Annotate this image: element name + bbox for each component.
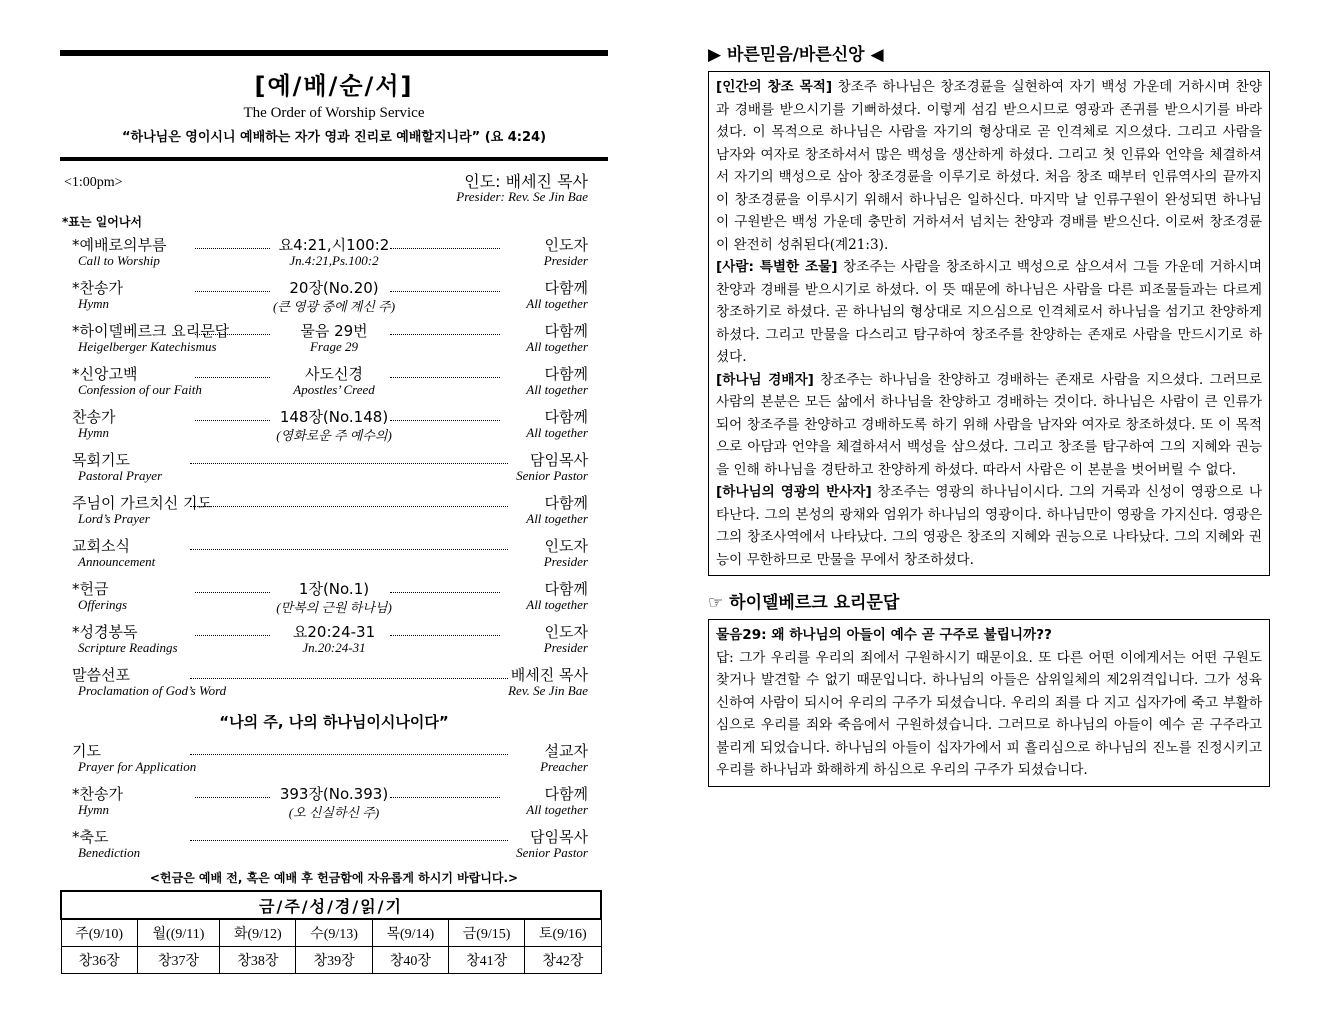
leader-dots <box>195 635 270 636</box>
item-content-en: Jn.4:21,Ps.100:2 <box>289 253 379 268</box>
item-name-ko: *하이델베르크 요리문답 <box>72 322 230 340</box>
reading-day: 수(9/13) <box>296 919 372 947</box>
reading-chapter: 창41장 <box>448 947 524 974</box>
reading-chapter: 창36장 <box>61 947 137 974</box>
catechism-question: 물음29: 왜 하나님의 아들이 예수 곧 구주로 불립니까?? <box>716 627 1052 643</box>
reading-chapters-row <box>61 947 601 974</box>
catechism-box <box>708 619 1270 787</box>
item-role-en: Presider <box>543 554 588 569</box>
item-name-ko: 말씀선포 <box>72 666 130 684</box>
order-item <box>60 535 608 578</box>
stand-note: *표는 일어나서 <box>62 215 143 229</box>
item-role-ko: 다함께 <box>544 279 588 297</box>
item-role-ko: 인도자 <box>544 537 588 555</box>
faith-paragraph-text: 창조주 하나님은 창조경륜을 실현하여 자기 백성 가운데 거하시며 찬양과 경배를 받으시기를 기뻐하셨다. 이렇게 섬김 받으시므로 영광과 존귀를 받으시기를 바라셨다. 이 목적으로 하나님은 사람을 자기의 형상대로 곧 인격체로 지으셨다. 그리고 사람을 남자와 여자로 창조하셔서 많은 백성을 생산하게 하셨다. 그리고 첫 인류와 언약을 체결하셔서 자기의 백성으로 삼아 창조경륜을 이루기로 하셨다. 처음 창조 때부터 인류역사의 끝까지 이 창조경륜을 이루시기 위해서 하나님은 일하신다. 마지막 날 인류구원이 완성되면 하나님이 구원받은 백성 가운데 충만히 거하셔서 넘치는 찬양과 경배를 받으신다. 이로써 창조경륜이 완전히 성취된다(계21:3). <box>716 79 1263 253</box>
leader-dots <box>190 549 508 550</box>
item-role-en: Presider <box>543 640 588 655</box>
item-role-ko: 담임목사 <box>530 828 588 846</box>
reading-day: 월((9/11) <box>137 919 219 947</box>
item-role-en: All together <box>526 296 588 311</box>
item-role-ko: 배세진 목사 <box>510 666 588 684</box>
item-content-ko: 393장(No.393) <box>279 785 389 803</box>
leader-dots <box>390 377 500 378</box>
leader-dots <box>190 506 508 507</box>
item-name-ko: 기도 <box>72 742 101 760</box>
item-content-ko: 요20:24-31 <box>292 623 376 641</box>
item-content-ko: 사도신경 <box>305 365 363 383</box>
reading-day: 토(9/16) <box>525 919 601 947</box>
item-name-en: Heigelberger Katechismus <box>78 339 217 354</box>
presider-ko: 인도: 배세진 목사 <box>464 172 588 191</box>
reading-title: 금/주/성/경/읽/기 <box>61 891 601 919</box>
item-role-en: All together <box>526 597 588 612</box>
leader-dots <box>190 678 508 679</box>
order-item <box>60 621 608 664</box>
leader-dots <box>390 797 500 798</box>
item-role-en: Presider <box>543 253 588 268</box>
reading-chapter: 창42장 <box>525 947 601 974</box>
reading-chapter: 창37장 <box>137 947 219 974</box>
item-name-en: Call to Worship <box>78 253 160 268</box>
order-item <box>60 492 608 535</box>
item-name-ko: *신앙고백 <box>72 365 138 383</box>
presider-en: Presider: Rev. Se Jin Bae <box>456 189 588 204</box>
item-content-ko: 1장(No.1) <box>298 580 370 598</box>
item-role-en: All together <box>526 425 588 440</box>
leader-dots <box>195 334 270 335</box>
faith-paragraph-heading: [사람: 특별한 조물] <box>716 259 838 275</box>
item-content-en: (만복의 근원 하나님) <box>276 600 392 615</box>
leader-dots <box>195 291 270 292</box>
item-name-en: Announcement <box>78 554 156 569</box>
page-subtitle: The Order of Worship Service <box>243 105 425 121</box>
item-name-en: Hymn <box>78 802 110 817</box>
faith-paragraph <box>716 369 1262 482</box>
item-name-en: Hymn <box>78 296 110 311</box>
leader-dots <box>195 248 270 249</box>
item-name-ko: *성경봉독 <box>72 623 138 641</box>
item-name-en: Proclamation of God’s Word <box>78 683 227 698</box>
order-item <box>60 578 608 621</box>
item-content-en: (영화로운 주 예수의) <box>276 428 392 443</box>
leader-dots <box>390 334 500 335</box>
item-role-en: All together <box>526 511 588 526</box>
item-role-ko: 다함께 <box>544 580 588 598</box>
leader-dots <box>195 420 270 421</box>
item-role-en: Senior Pastor <box>516 468 588 483</box>
order-item <box>60 664 608 707</box>
item-name-ko: *헌금 <box>72 580 109 598</box>
item-content-en: Frage 29 <box>309 339 359 354</box>
item-role-ko: 다함께 <box>544 365 588 383</box>
leader-dots <box>190 840 508 841</box>
item-role-en: Rev. Se Jin Bae <box>508 683 588 698</box>
item-content-en: (오 신실하신 주) <box>288 805 380 820</box>
reading-day: 금(9/15) <box>448 919 524 947</box>
reading-day: 화(9/12) <box>220 919 296 947</box>
item-role-en: All together <box>526 339 588 354</box>
leader-dots <box>390 291 500 292</box>
leader-dots <box>390 420 500 421</box>
faith-paragraph-heading: [하나님 경배자] <box>716 371 814 388</box>
item-role-en: All together <box>526 382 588 397</box>
item-role-en: All together <box>526 802 588 817</box>
item-name-en: Benediction <box>78 845 141 860</box>
leader-dots <box>190 754 508 755</box>
faith-paragraph-text: 창조주는 영광의 하나님이시다. 그의 거룩과 신성이 영광으로 나타난다. 그의 본성의 광채와 엄위가 하나님의 영광이다. 하나님만이 영광을 가지신다. 영광은 그의 창조사역에서 나타났다. 그의 영광은 창조의 지혜와 권능으로 나타났다. 그의 지혜와 권능이 무한하므로 만물을 무에서 창조하셨다. <box>716 484 1262 568</box>
item-name-ko: *찬송가 <box>72 279 123 297</box>
leader-dots <box>195 592 270 593</box>
item-name-en: Hymn <box>78 425 110 440</box>
item-name-ko: *찬송가 <box>72 785 123 803</box>
order-item <box>60 320 608 363</box>
item-content-ko: 요4:21,시100:2 <box>278 236 390 254</box>
sermon-title: “나의 주, 나의 하나님이시나이다” <box>219 713 449 731</box>
leader-dots <box>190 463 508 464</box>
catechism-answer: 답: 그가 우리를 우리의 죄에서 구원하시기 때문이요. 또 다른 어떤 이에게서는 어떤 구원도 찾거나 발견할 수 없기 때문입니다. 하나님의 아들은 삼위일체의 제2위격입니다. 그가 성육신하여 사람이 되시어 우리의 구주가 되셨습니다. 우리의 죄를 다 지고 십자가에 죽고 부활하심으로 우리를 죄와 죽음에서 구원하셨습니다. 그러므로 하나님의 아들이 예수 곧 구주라고 불리게 되었습니다. 하나님의 아들이 십자가에서 피 흘리심으로 하나님의 진노를 진정시키고 우리를 하나님과 화해하게 하심으로 우리의 구주가 되셨습니다. <box>716 649 1262 778</box>
item-name-ko: 교회소식 <box>72 537 130 555</box>
item-content-en: Jn.20:24-31 <box>302 640 366 655</box>
order-item <box>60 363 608 406</box>
order-item <box>60 406 608 449</box>
item-role-ko: 다함께 <box>544 494 588 512</box>
leader-dots <box>390 635 500 636</box>
leader-dots <box>195 377 270 378</box>
item-role-en: Senior Pastor <box>516 845 588 860</box>
item-name-en: Confession of our Faith <box>78 382 202 397</box>
item-name-ko: *예배로의부름 <box>72 236 167 254</box>
top-rule <box>60 50 608 56</box>
leader-dots <box>195 797 270 798</box>
item-content-en: Apostles’ Creed <box>293 382 375 397</box>
item-name-en: Scripture Readings <box>78 640 178 655</box>
order-item <box>60 740 608 783</box>
order-item <box>60 234 608 277</box>
faith-paragraph <box>716 256 1262 369</box>
service-info <box>60 169 608 211</box>
reading-days-row <box>61 919 601 947</box>
item-content-ko: 20장(No.20) <box>289 279 379 297</box>
faith-box <box>708 71 1270 576</box>
reading-day: 주(9/10) <box>61 919 137 947</box>
order-item <box>60 783 608 826</box>
scripture-quote: “하나님은 영이시니 예배하는 자가 영과 진리로 예배할지니라” (요 4:24) <box>121 130 547 145</box>
service-time: <1:00pm> <box>64 175 123 190</box>
item-name-en: Pastoral Prayer <box>78 468 163 483</box>
item-name-en: Lord’s Prayer <box>78 511 150 526</box>
item-name-en: Offerings <box>78 597 128 612</box>
catechism-section-title: ☞ 하이델베르크 요리문답 <box>708 593 900 613</box>
right-column <box>708 40 1270 787</box>
item-role-ko: 설교자 <box>544 742 588 760</box>
item-role-ko: 다함께 <box>544 785 588 803</box>
reading-day: 목(9/14) <box>372 919 448 947</box>
weekly-reading-table <box>60 890 602 974</box>
item-role-ko: 인도자 <box>544 236 588 254</box>
faith-paragraph-text: 창조주는 하나님을 찬양하고 경배하는 존재로 사람을 지으셨다. 그러므로 사람의 본분은 모든 삶에서 하나님을 찬양하고 경배하는 것이다. 하나님은 사람이 큰 인류가 되어 창조주를 찬양하고 경배하도록 하기 위해 사람을 남자와 여자로 창조하셨다. 또 이 목적으로 아담과 언약을 체결하셔서 백성을 삼으셨다. 그리고 창조를 탐구하여 그의 지혜와 권능을 인해 하나님을 경탄하고 찬양하게 하셨다. 따라서 사람은 이 본분을 벗어버릴 수 없다. <box>716 371 1262 478</box>
faith-paragraph <box>716 481 1262 571</box>
faith-paragraph-text: 창조주는 사람을 창조하시고 백성으로 삼으셔서 그들 가운데 거하시며 찬양과 경배를 받으시기로 하셨다. 이 뜻 때문에 하나님은 사람을 다른 피조물들과는 다르게 창조하기로 하셨다. 곧 하나님의 형상대로 지으심으로 인격체로서 하나님을 섬기고 찬양하게 하셨다. 그리고 만물을 다스리고 탐구하여 창조주를 찬양하는 존재로 사람을 만드시기로 하셨다. <box>716 259 1263 365</box>
order-items <box>60 234 608 707</box>
order-item <box>60 826 608 869</box>
item-role-ko: 다함께 <box>544 322 588 340</box>
mid-rule <box>60 157 608 161</box>
leader-dots <box>390 248 500 249</box>
offering-note: <헌금은 예배 전, 혹은 예배 후 헌금함에 자유롭게 하시기 바랍니다.> <box>149 871 519 885</box>
order-item <box>60 449 608 492</box>
item-content-en: (큰 영광 중에 계신 주) <box>272 299 396 314</box>
faith-paragraph-heading: [하나님의 영광의 반사자] <box>716 484 872 500</box>
item-role-ko: 담임목사 <box>530 451 588 469</box>
item-content-ko: 물음 29번 <box>300 322 368 340</box>
reading-chapter: 창39장 <box>296 947 372 974</box>
item-content-ko: 148장(No.148) <box>279 408 389 426</box>
item-name-ko: 목회기도 <box>72 451 130 469</box>
reading-chapter: 창38장 <box>220 947 296 974</box>
item-role-ko: 인도자 <box>544 623 588 641</box>
order-items-after-sermon <box>60 740 608 869</box>
order-item <box>60 277 608 320</box>
faith-paragraph <box>716 76 1262 256</box>
item-name-ko: 찬송가 <box>72 408 116 426</box>
item-role-en: Preacher <box>540 759 588 774</box>
reading-chapter: 창40장 <box>372 947 448 974</box>
item-role-ko: 다함께 <box>544 408 588 426</box>
faith-paragraph-heading: [인간의 창조 목적] <box>716 79 833 95</box>
leader-dots <box>390 592 500 593</box>
item-name-ko: 주님이 가르치신 기도 <box>72 494 212 512</box>
item-name-ko: *축도 <box>72 828 109 846</box>
page-title: [예/배/순/서] <box>254 72 414 100</box>
item-name-en: Prayer for Application <box>78 759 197 774</box>
order-of-worship <box>60 50 608 886</box>
faith-section-title: ▶ 바른믿음/바른신앙 ◀ <box>708 45 884 65</box>
